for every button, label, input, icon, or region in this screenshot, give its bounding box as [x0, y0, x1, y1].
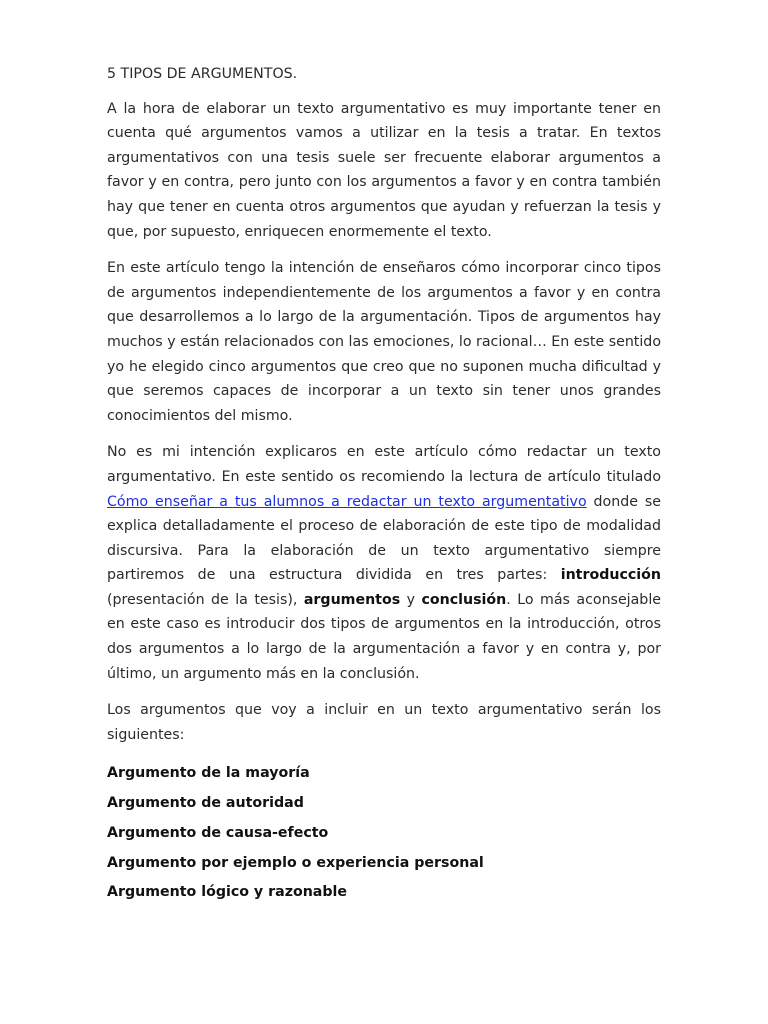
argument-item: Argumento por ejemplo o experiencia personal: [107, 854, 484, 871]
document-page: [107, 62, 661, 908]
paragraph-intro: A la hora de elaborar un texto argumentativo es muy importante tener en cuenta qué argumentos vamos a utilizar en la tesis a tratar. En textos argumentativos con una tesis suele ser frecuente elaborar argumentos a favor y en contra, pero junto con los argumentos a favor y en contra también hay que tener en cuenta otros argumentos que ayudan y refuerzan la tesis y que, por supuesto, enriquecen enormemente el texto.: [107, 100, 661, 240]
bold-term-argumentos: argumentos: [303, 591, 401, 608]
argument-item: Argumento de autoridad: [107, 795, 304, 812]
paragraph-text: donde se explica detalladamente el proceso de elaboración de este tipo de modalidad discursiva. Para la elaboración de un texto argumentativo siempre partiremos de una estructura dividida en tres partes:: [107, 493, 661, 584]
argument-item: Argumento de la mayoría: [107, 765, 310, 782]
paragraph-structure: [107, 440, 661, 686]
argument-list: [107, 759, 661, 908]
paragraph-text: y: [400, 591, 422, 608]
paragraph-purpose: En este artículo tengo la intención de enseñaros cómo incorporar cinco tipos de argumentos independientemente de los argumentos a favor y en contra que desarrollemos a lo largo de la argumentación. Tipos de argumentos hay muchos y están relacionados con las emociones, lo racional… En este sentido yo he elegido cinco argumentos que creo que no suponen mucha dificultad y que seremos capaces de incorporar a un texto sin tener unos grandes conocimientos del mismo.: [107, 260, 661, 424]
bold-term-introduccion: introducción: [560, 567, 661, 584]
paragraph-text: (presentación de la tesis),: [107, 591, 304, 608]
argument-item: Argumento lógico y razonable: [107, 884, 348, 901]
bold-term-conclusion: conclusión: [421, 591, 507, 608]
document-title: 5 TIPOS DE ARGUMENTOS.: [107, 66, 298, 82]
argument-item: Argumento de causa-efecto: [107, 824, 329, 841]
paragraph-text: No es mi intención explicaros en este artículo cómo redactar un texto argumentativo. En este sentido os recomiendo la lectura de artículo titulado: [107, 444, 661, 485]
paragraph-text: . Lo más aconsejable en este caso es introducir dos tipos de argumentos en la introducción, otros dos argumentos a lo largo de la argumentación a favor y en contra y, por último, un argumento más en la conclusión.: [107, 591, 661, 682]
article-link[interactable]: Cómo enseñar a tus alumnos a redactar un texto argumentativo: [107, 493, 587, 510]
paragraph-list-intro: Los argumentos que voy a incluir en un texto argumentativo serán los siguientes:: [107, 702, 661, 743]
